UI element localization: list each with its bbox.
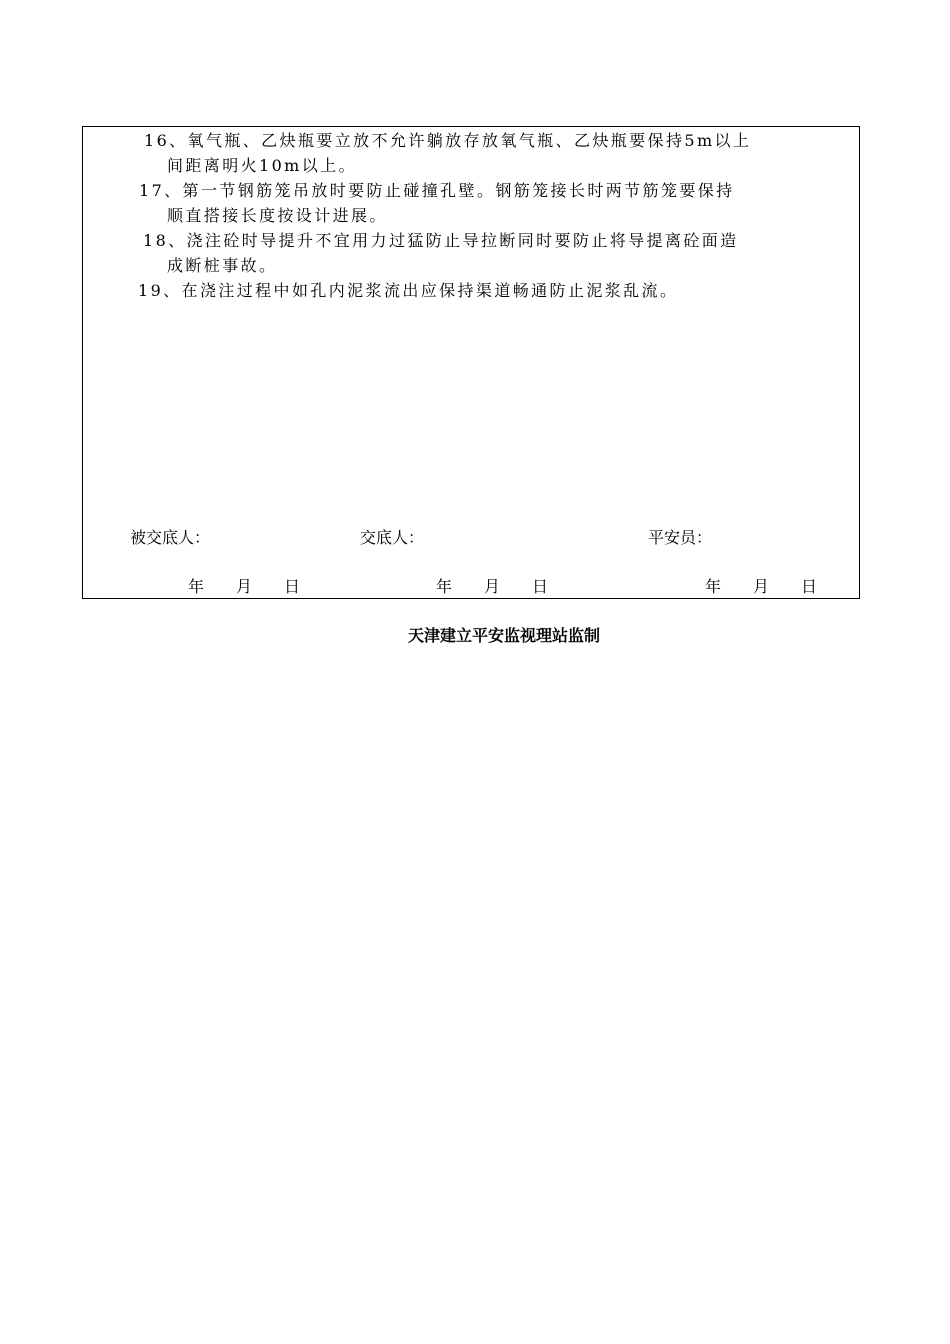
clause-16 <box>83 128 861 178</box>
month-label: 月 <box>484 577 501 596</box>
year-label: 年 <box>436 577 453 596</box>
giver-signature-label: 交底人： <box>360 528 425 547</box>
month-label: 月 <box>236 577 253 596</box>
clause-line: 19、在浇注过程中如孔内泥浆流出应保持渠道畅通防止泥浆乱流。 <box>138 281 679 300</box>
day-label: 日 <box>801 577 818 596</box>
clause-line: 16、氧气瓶、乙炔瓶要立放不允许躺放存放氧气瓶、乙炔瓶要保持5m以上 <box>144 131 752 150</box>
receiver-signature-label: 被交底人： <box>130 528 211 547</box>
footer-issuer: 天津建立平安监视理站监制 <box>407 626 600 645</box>
safety-officer-signature-label: 平安员： <box>648 528 713 547</box>
clause-18 <box>83 228 861 278</box>
disclosure-table <box>82 126 860 599</box>
clause-line: 17、第一节钢筋笼吊放时要防止碰撞孔壁。钢筋笼接长时两节筋笼要保持 <box>139 181 735 200</box>
clause-line: 18、浇注砼时导提升不宜用力过猛防止导拉断同时要防止将导提离砼面造 <box>143 231 739 250</box>
clause-17 <box>83 178 861 228</box>
day-label: 日 <box>532 577 549 596</box>
year-label: 年 <box>705 577 722 596</box>
year-label: 年 <box>188 577 205 596</box>
month-label: 月 <box>753 577 770 596</box>
clause-19 <box>83 278 861 303</box>
day-label: 日 <box>284 577 301 596</box>
clause-line: 成断桩事故。 <box>167 256 278 275</box>
clause-line: 顺直搭接长度按设计进展。 <box>167 206 388 225</box>
clause-line: 间距离明火10m以上。 <box>167 156 357 175</box>
